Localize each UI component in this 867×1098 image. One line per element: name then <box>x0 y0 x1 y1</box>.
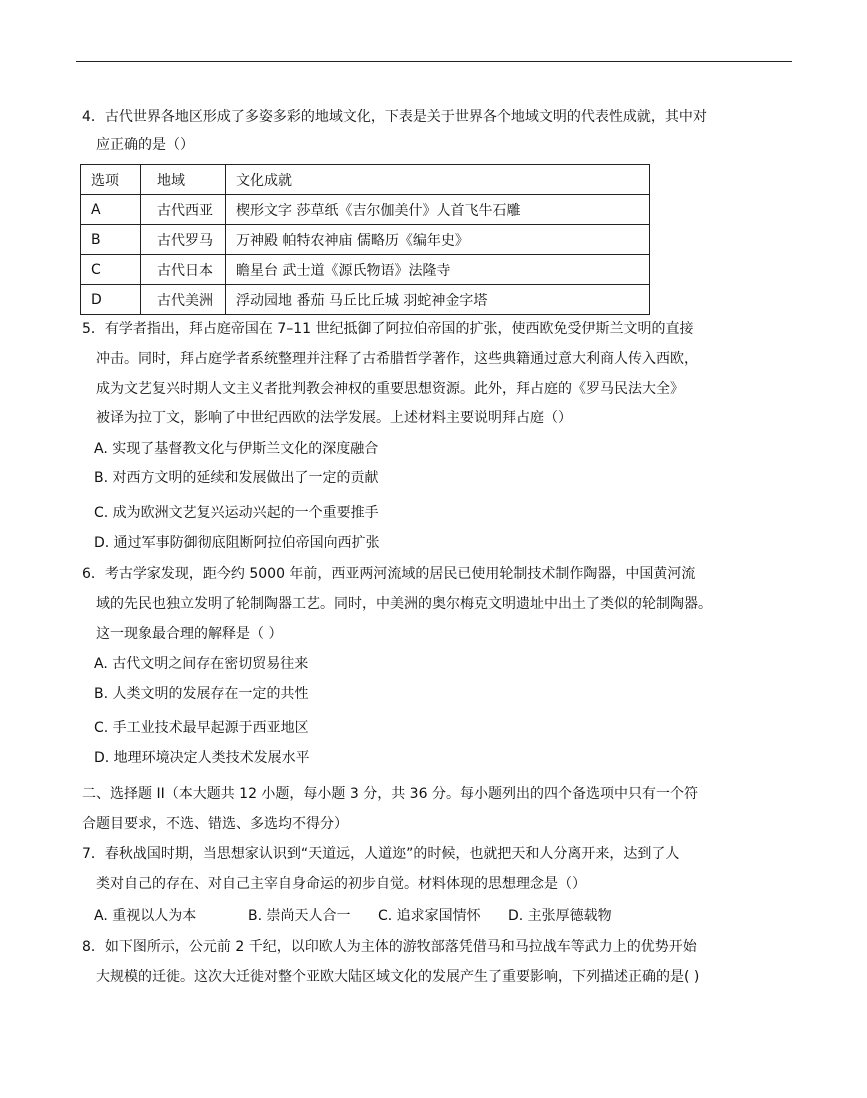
q6-option-c: C. 手工业技术最早起源于西亚地区 <box>94 720 309 736</box>
table-cell: 瞻星台 武士道《源氏物语》法隆寺 <box>226 255 650 285</box>
table-header-cell: 地域 <box>141 165 226 195</box>
table-row <box>81 225 650 255</box>
table-cell: 浮动园地 番茄 马丘比丘城 羽蛇神金字塔 <box>226 285 650 315</box>
table-header-cell: 文化成就 <box>226 165 650 195</box>
section-2-heading-line-1: 二、选择题 II（本大题共 12 小题，每小题 3 分，共 36 分。每小题列出的四个备选项中只有一个符 <box>82 786 698 802</box>
q4-answer-table <box>80 164 650 315</box>
q7-option-c: C. 追求家国情怀 <box>378 908 481 924</box>
table-header-row <box>81 165 650 195</box>
q6-stem-line-3: 这一现象最合理的解释是（ ） <box>96 626 283 642</box>
q4-stem-line-1: 4．古代世界各地区形成了多姿多彩的地域文化，下表是关于世界各个地域文明的代表性成就，其中对 <box>82 109 707 125</box>
q4-stem-line-2: 应正确的是（） <box>96 137 194 153</box>
table-row <box>81 195 650 225</box>
q7-option-d: D. 主张厚德载物 <box>508 908 612 924</box>
table-cell: 万神殿 帕特农神庙 儒略历《编年史》 <box>226 225 650 255</box>
q5-option-d: D. 通过军事防御彻底阻断阿拉伯帝国向西扩张 <box>94 535 380 551</box>
table-cell: C <box>81 255 141 285</box>
table-row <box>81 285 650 315</box>
q5-stem-line-3: 成为文艺复兴时期人文主义者批判教会神权的重要思想资源。此外，拜占庭的《罗马民法大全》 <box>96 381 684 397</box>
q7-stem-line-1: 7．春秋战国时期，当思想家认识到“天道远，人道迩”的时候，也就把天和人分离开来，达到了人 <box>82 846 680 862</box>
q5-stem-line-1: 5．有学者指出，拜占庭帝国在 7–11 世纪抵御了阿拉伯帝国的扩张，使西欧免受伊斯兰文明的直接 <box>82 321 694 337</box>
q7-options-row <box>94 907 612 925</box>
q7-option-a: A. 重视以人为本 <box>94 908 197 924</box>
q5-option-c: C. 成为欧洲文艺复兴运动兴起的一个重要推手 <box>94 505 379 521</box>
q6-option-a: A. 古代文明之间存在密切贸易往来 <box>94 656 309 672</box>
table-header-cell: 选项 <box>81 165 141 195</box>
table-cell: 古代罗马 <box>141 225 226 255</box>
q6-option-d: D. 地理环境决定人类技术发展水平 <box>94 750 310 766</box>
table-cell: 古代西亚 <box>141 195 226 225</box>
q6-option-b: B. 人类文明的发展存在一定的共性 <box>94 686 309 702</box>
q8-stem-line-2: 大规模的迁徙。这次大迁徙对整个亚欧大陆区域文化的发展产生了重要影响，下列描述正确的是( ) <box>96 969 700 985</box>
q5-option-a: A. 实现了基督教文化与伊斯兰文化的深度融合 <box>94 441 379 457</box>
table-cell: 古代日本 <box>141 255 226 285</box>
table-cell: 古代美洲 <box>141 285 226 315</box>
q7-option-b: B. 崇尚天人合一 <box>248 908 351 924</box>
q8-stem-line-1: 8．如下图所示，公元前 2 千纪，以印欧人为主体的游牧部落凭借马和马拉战车等武力上的优势开始 <box>82 939 697 955</box>
header-rule <box>76 61 792 62</box>
table-cell: B <box>81 225 141 255</box>
q7-stem-line-2: 类对自己的存在、对自己主宰自身命运的初步自觉。材料体现的思想理念是（） <box>96 876 586 892</box>
table-cell: A <box>81 195 141 225</box>
q5-stem-line-2: 冲击。同时，拜占庭学者系统整理并注释了古希腊哲学著作，这些典籍通过意大利商人传入西欧， <box>96 351 698 367</box>
q6-stem-line-1: 6．考古学家发现，距今约 5000 年前，西亚两河流域的居民已使用轮制技术制作陶器，中国黄河流 <box>82 566 696 582</box>
table-row <box>81 255 650 285</box>
q6-stem-line-2: 域的先民也独立发明了轮制陶器工艺。同时，中美洲的奥尔梅克文明遗址中出土了类似的轮制陶器。 <box>96 596 712 612</box>
table-cell: D <box>81 285 141 315</box>
table-cell: 楔形文字 莎草纸《吉尔伽美什》人首飞牛石雕 <box>226 195 650 225</box>
q5-option-b: B. 对西方文明的延续和发展做出了一定的贡献 <box>94 470 379 486</box>
section-2-heading-line-2: 合题目要求，不选、错选、多选均不得分） <box>82 816 348 832</box>
q5-stem-line-4: 被译为拉丁文，影响了中世纪西欧的法学发展。上述材料主要说明拜占庭（） <box>96 410 572 426</box>
